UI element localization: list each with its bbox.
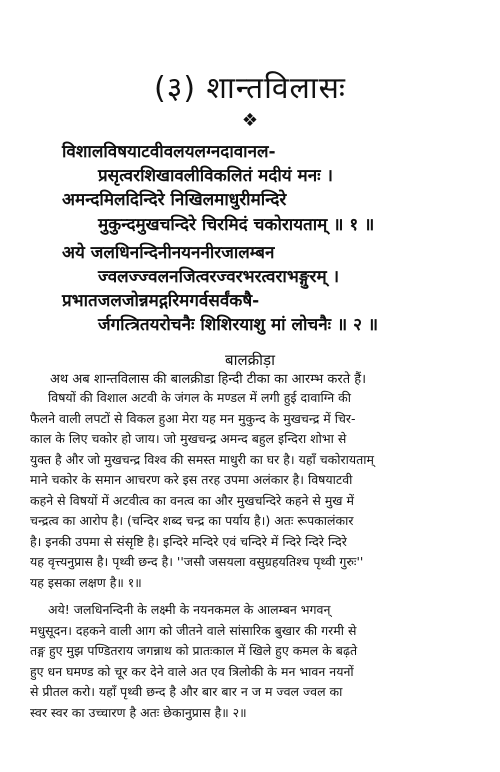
paragraph-line: हुए धन घमण्ड को चूर कर देने वाले अत एव त्रिलोकी के मन भावन नयनों <box>30 663 354 679</box>
paragraph-line: स्वर स्वर का उच्चारण है अतः छेकानुप्रास है॥ २॥ <box>30 704 247 720</box>
paragraph-line: अये! जलधिनन्दिनी के लक्ष्मी के नयनकमल के आलम्बन भगवन् <box>48 602 331 617</box>
paragraph-line: माने चकोर के समान आचरण करे इस तरह उपमा अलंकार है। विषयाटवी <box>30 472 353 487</box>
verse1-line4: मुकुन्दमुखचन्दिरे चिरमिदं चकोरायताम् ॥ १ ॥ <box>98 215 375 235</box>
verse2-line2: ज्वलज्ज्वलनजित्वरज्वरभरत्वराभङ्गुरम् । <box>98 267 340 287</box>
paragraph-line: तङ्ग हुए मुझ पण्डितराय जगन्नाथ को प्रातःकाल में खिले हुए कमल के बढ़ते <box>30 643 358 658</box>
chapter-title: (३) शान्तविलासः <box>154 71 346 106</box>
paragraph-line: विषयों की विशाल अटवी के जंगल के मण्डल में लगी हुई दावाग्नि की <box>48 390 352 405</box>
commentary-heading: बालक्रीड़ा <box>225 351 275 369</box>
paragraph-line: काल के लिए चकोर हो जाय। जो मुखचन्द्र अमन्द बहुल इन्दिरा शोभा से <box>30 431 347 446</box>
commentary-paragraph-1 <box>30 388 476 593</box>
verse1-line1: विशालविषयाटवीवलयलग्नदावानल- <box>62 142 276 162</box>
commentary-intro: अथ अब शान्तविलास की बालक्रीडा हिन्दी टीका का आरम्भ करते हैं। <box>50 372 367 387</box>
verse2-line1: अये जलधिनन्दिनीनयननीरजालम्बन <box>62 243 275 263</box>
paragraph-line: से प्रीतल करो। यहाँ पृथ्वी छन्द है और बार बार न ज म ज्वल ज्वल का <box>30 684 343 699</box>
verse1-line3: अमन्दमिलदिन्दिरे निखिलमाधुरीमन्दिरे <box>62 190 287 210</box>
paragraph-line: मधुसूदन। दहकने वाली आग को जीतने वाले सांसारिक बुखार की गरमी से <box>30 622 357 638</box>
ornament-icon: ❖ <box>241 110 259 131</box>
paragraph-line: यह वृत्त्यनुप्रास है। पृथ्वी छन्द है। ''जसौ जसयला वसुग्रहयतिश्च पृथ्वी गुरुः'' <box>30 554 364 569</box>
verse1-line2: प्रसृत्वरशिखावलीविकलितं मदीयं मनः । <box>98 166 333 186</box>
verse2-line4: र्जगत्त्रितयरोचनैः शिशिरयाशु मां लोचनैः ॥ २ ॥ <box>98 315 379 335</box>
paragraph-line: चन्द्रत्व का आरोप है। (चन्दिर शब्द चन्द्र का पर्याय है।) अतः रूपकालंकार <box>30 513 354 528</box>
paragraph-line: है। इनकी उपमा से संसृष्टि है। इन्दिरे मन्दिरे एवं चन्दिरे में न्दिरे न्दिरे न्दिरे <box>30 533 347 549</box>
paragraph-line: कहने से विषयों में अटवीत्व का वनत्व का और मुखचन्दिरे कहने से मुख में <box>30 492 354 508</box>
paragraph-line: फैलने वाली लपटों से विकल हुआ मेरा यह मन मुकुन्द के मुखचन्द्र में चिर- <box>30 410 356 426</box>
paragraph-line: यह इसका लक्षण है॥ १॥ <box>30 574 142 590</box>
verse2-line3: प्रभातजलजोन्नमद्गरिमगर्वसर्वंकषै- <box>62 291 260 311</box>
paragraph-line: युक्त है और जो मुखचन्द्र विश्व की समस्त माधुरी का घर है। यहाँ चकोरायताम् <box>30 451 374 467</box>
commentary-paragraph-2 <box>30 600 476 723</box>
